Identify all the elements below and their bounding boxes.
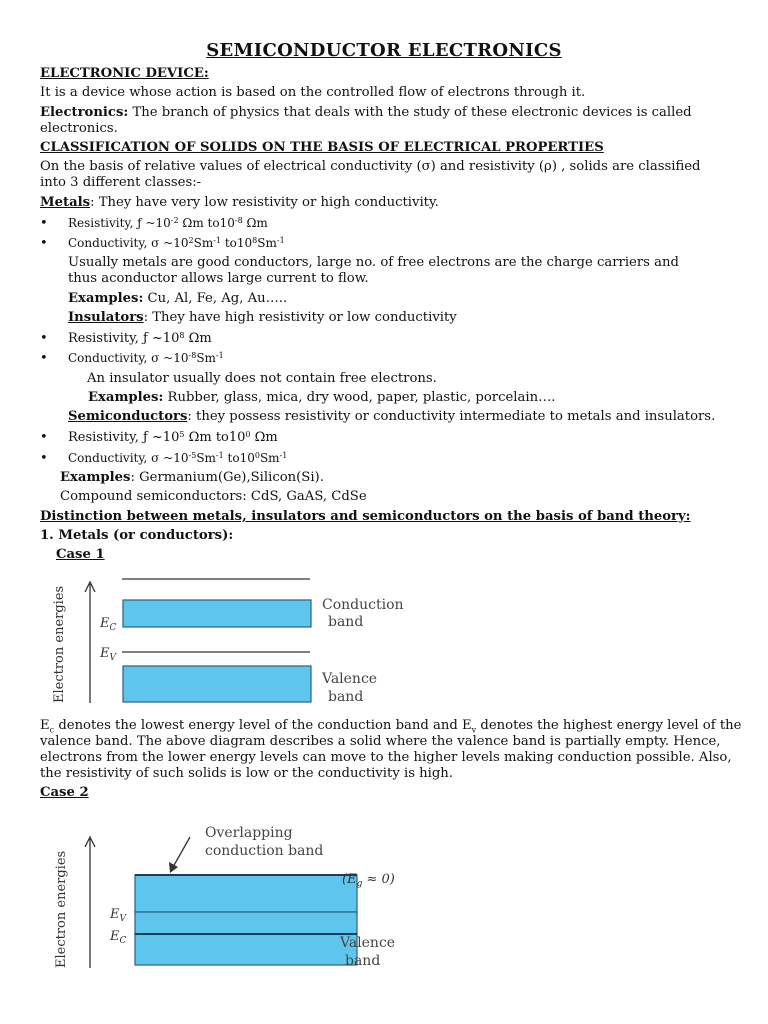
insulators-note: An insulator usually does not contain free electrons. — [87, 371, 437, 386]
case-2-ev-label: $E_V$ — [110, 907, 126, 924]
case-1-text-1: $E_c$ denotes the lowest energy level of the conduction band and $E_v$ denotes the highest energy level of the — [40, 718, 742, 735]
metals-resistivity: • Resistivity, ƒ $\sim 10^{-2}$ Ωm $to10^{-8}$ Ωm — [68, 216, 268, 230]
classification-text-2: into 3 different classes:- — [40, 175, 202, 190]
overlap-label-1: Overlapping — [205, 825, 293, 841]
case-1-conduction-band — [123, 600, 311, 627]
conduction-band-label-1: Conduction — [322, 597, 404, 613]
insulators-line: Insulators: They have high resistivity or low conductivity — [68, 310, 457, 325]
metals-list-item: 1. Metals (or conductors): — [40, 528, 234, 543]
case-2-eg-label: $(E_g \approx 0)$ — [342, 872, 395, 889]
case-2-y-axis-label: Electron energies — [54, 850, 69, 968]
classification-heading: CLASSIFICATION OF SOLIDS ON THE BASIS OF ELECTRICAL PROPERTIES — [40, 140, 604, 155]
metals-desc: : They have very low resistivity or high conductivity. — [90, 195, 439, 210]
case-2-ec-label: $E_C$ — [110, 929, 127, 946]
semiconductors-conductivity: • Conductivity, σ $\sim 10^{-5}Sm^{-1}$ $to10^0Sm^{-1}$ — [68, 451, 287, 465]
case-1-valence-band — [123, 666, 311, 702]
case-2-overlap-region — [135, 912, 357, 934]
case-1-band-diagram — [40, 570, 460, 710]
case-2-band-diagram — [40, 815, 440, 975]
case-1-ev-label: $E_V$ — [100, 646, 116, 663]
semiconductors-examples: Examples: Germanium(Ge),Silicon(Si). — [60, 470, 324, 485]
metals-note-1: Usually metals are good conductors, large no. of free electrons are the charge carriers and — [68, 255, 679, 270]
case-2-valence-label-1: Valence — [340, 935, 396, 951]
valence-band-label-2: band — [328, 689, 364, 705]
band-theory-heading: Distinction between metals, insulators and semiconductors on the basis of band theory: — [40, 509, 691, 524]
case-1-label: Case 1 — [56, 547, 105, 562]
compound-semiconductors: Compound semiconductors: CdS, GaAS, CdSe — [60, 489, 367, 504]
overlap-pointer-line — [173, 837, 190, 867]
conduction-band-label-2: band — [328, 614, 364, 630]
insulators-conductivity: • Conductivity, σ $\sim 10^{-8}Sm^{-1}$ — [68, 351, 224, 365]
valence-band-label-1: Valence — [322, 671, 378, 687]
metals-line — [40, 195, 439, 211]
electronics-definition: The branch of physics that deals with the study of these electronic devices is called — [132, 105, 692, 120]
electronics-label: Electronics: — [40, 105, 129, 120]
case-1-text-3: electrons from the lower energy levels can move to the higher levels making conduction possible. Also, — [40, 750, 732, 765]
arrow-down-left-icon — [169, 862, 178, 873]
metals-label: Metals — [40, 195, 91, 210]
case-2-valence-band — [135, 934, 357, 965]
device-definition: It is a device whose action is based on the controlled flow of electrons through it. — [40, 85, 586, 100]
overlap-label-2: conduction band — [205, 843, 324, 859]
case-1-y-axis-label: Electron energies — [52, 585, 67, 703]
case-2-label: Case 2 — [40, 785, 89, 800]
insulators-examples: Examples: Rubber, glass, mica, dry wood, paper, plastic, porcelain…. — [88, 390, 556, 405]
classification-text-1: On the basis of relative values of electrical conductivity (σ) and resistivity (ρ) , solids are classified — [40, 159, 701, 174]
device-heading: ELECTRONIC DEVICE: — [40, 66, 209, 81]
case-2-overlapping-conduction-band — [135, 875, 357, 912]
case-2-valence-label-2: band — [345, 953, 381, 969]
metals-examples: Examples: Cu, Al, Fe, Ag, Au….. — [68, 291, 288, 306]
case-1-ec-label: $E_C$ — [100, 616, 117, 633]
insulators-label: Insulators — [68, 310, 144, 325]
insulators-resistivity: • Resistivity, ƒ $\sim 10^8$ Ωm — [68, 331, 212, 346]
case-1-text-2: valence band. The above diagram describes a solid where the valence band is partially empty. Hence, — [40, 734, 721, 749]
case-1-text-4: the resistivity of such solids is low or the conductivity is high. — [40, 766, 453, 781]
semiconductors-line: Semiconductors: they possess resistivity or conductivity intermediate to metals and insulators. — [68, 409, 716, 424]
metals-note-2: thus aconductor allows large current to flow. — [68, 271, 369, 286]
electronics-line-2: electronics. — [40, 121, 118, 136]
metals-conductivity: • Conductivity, σ $\sim 10^2Sm^{-1}$ $to10^8Sm^{-1}$ — [68, 236, 285, 250]
electronics-line-1 — [40, 105, 742, 121]
semiconductors-label: Semiconductors — [68, 409, 188, 424]
semiconductors-resistivity: • Resistivity, ƒ $\sim 10^5$ Ωm $to10^0$ Ωm — [68, 430, 278, 445]
page-title: SEMICONDUCTOR ELECTRONICS — [206, 40, 562, 61]
